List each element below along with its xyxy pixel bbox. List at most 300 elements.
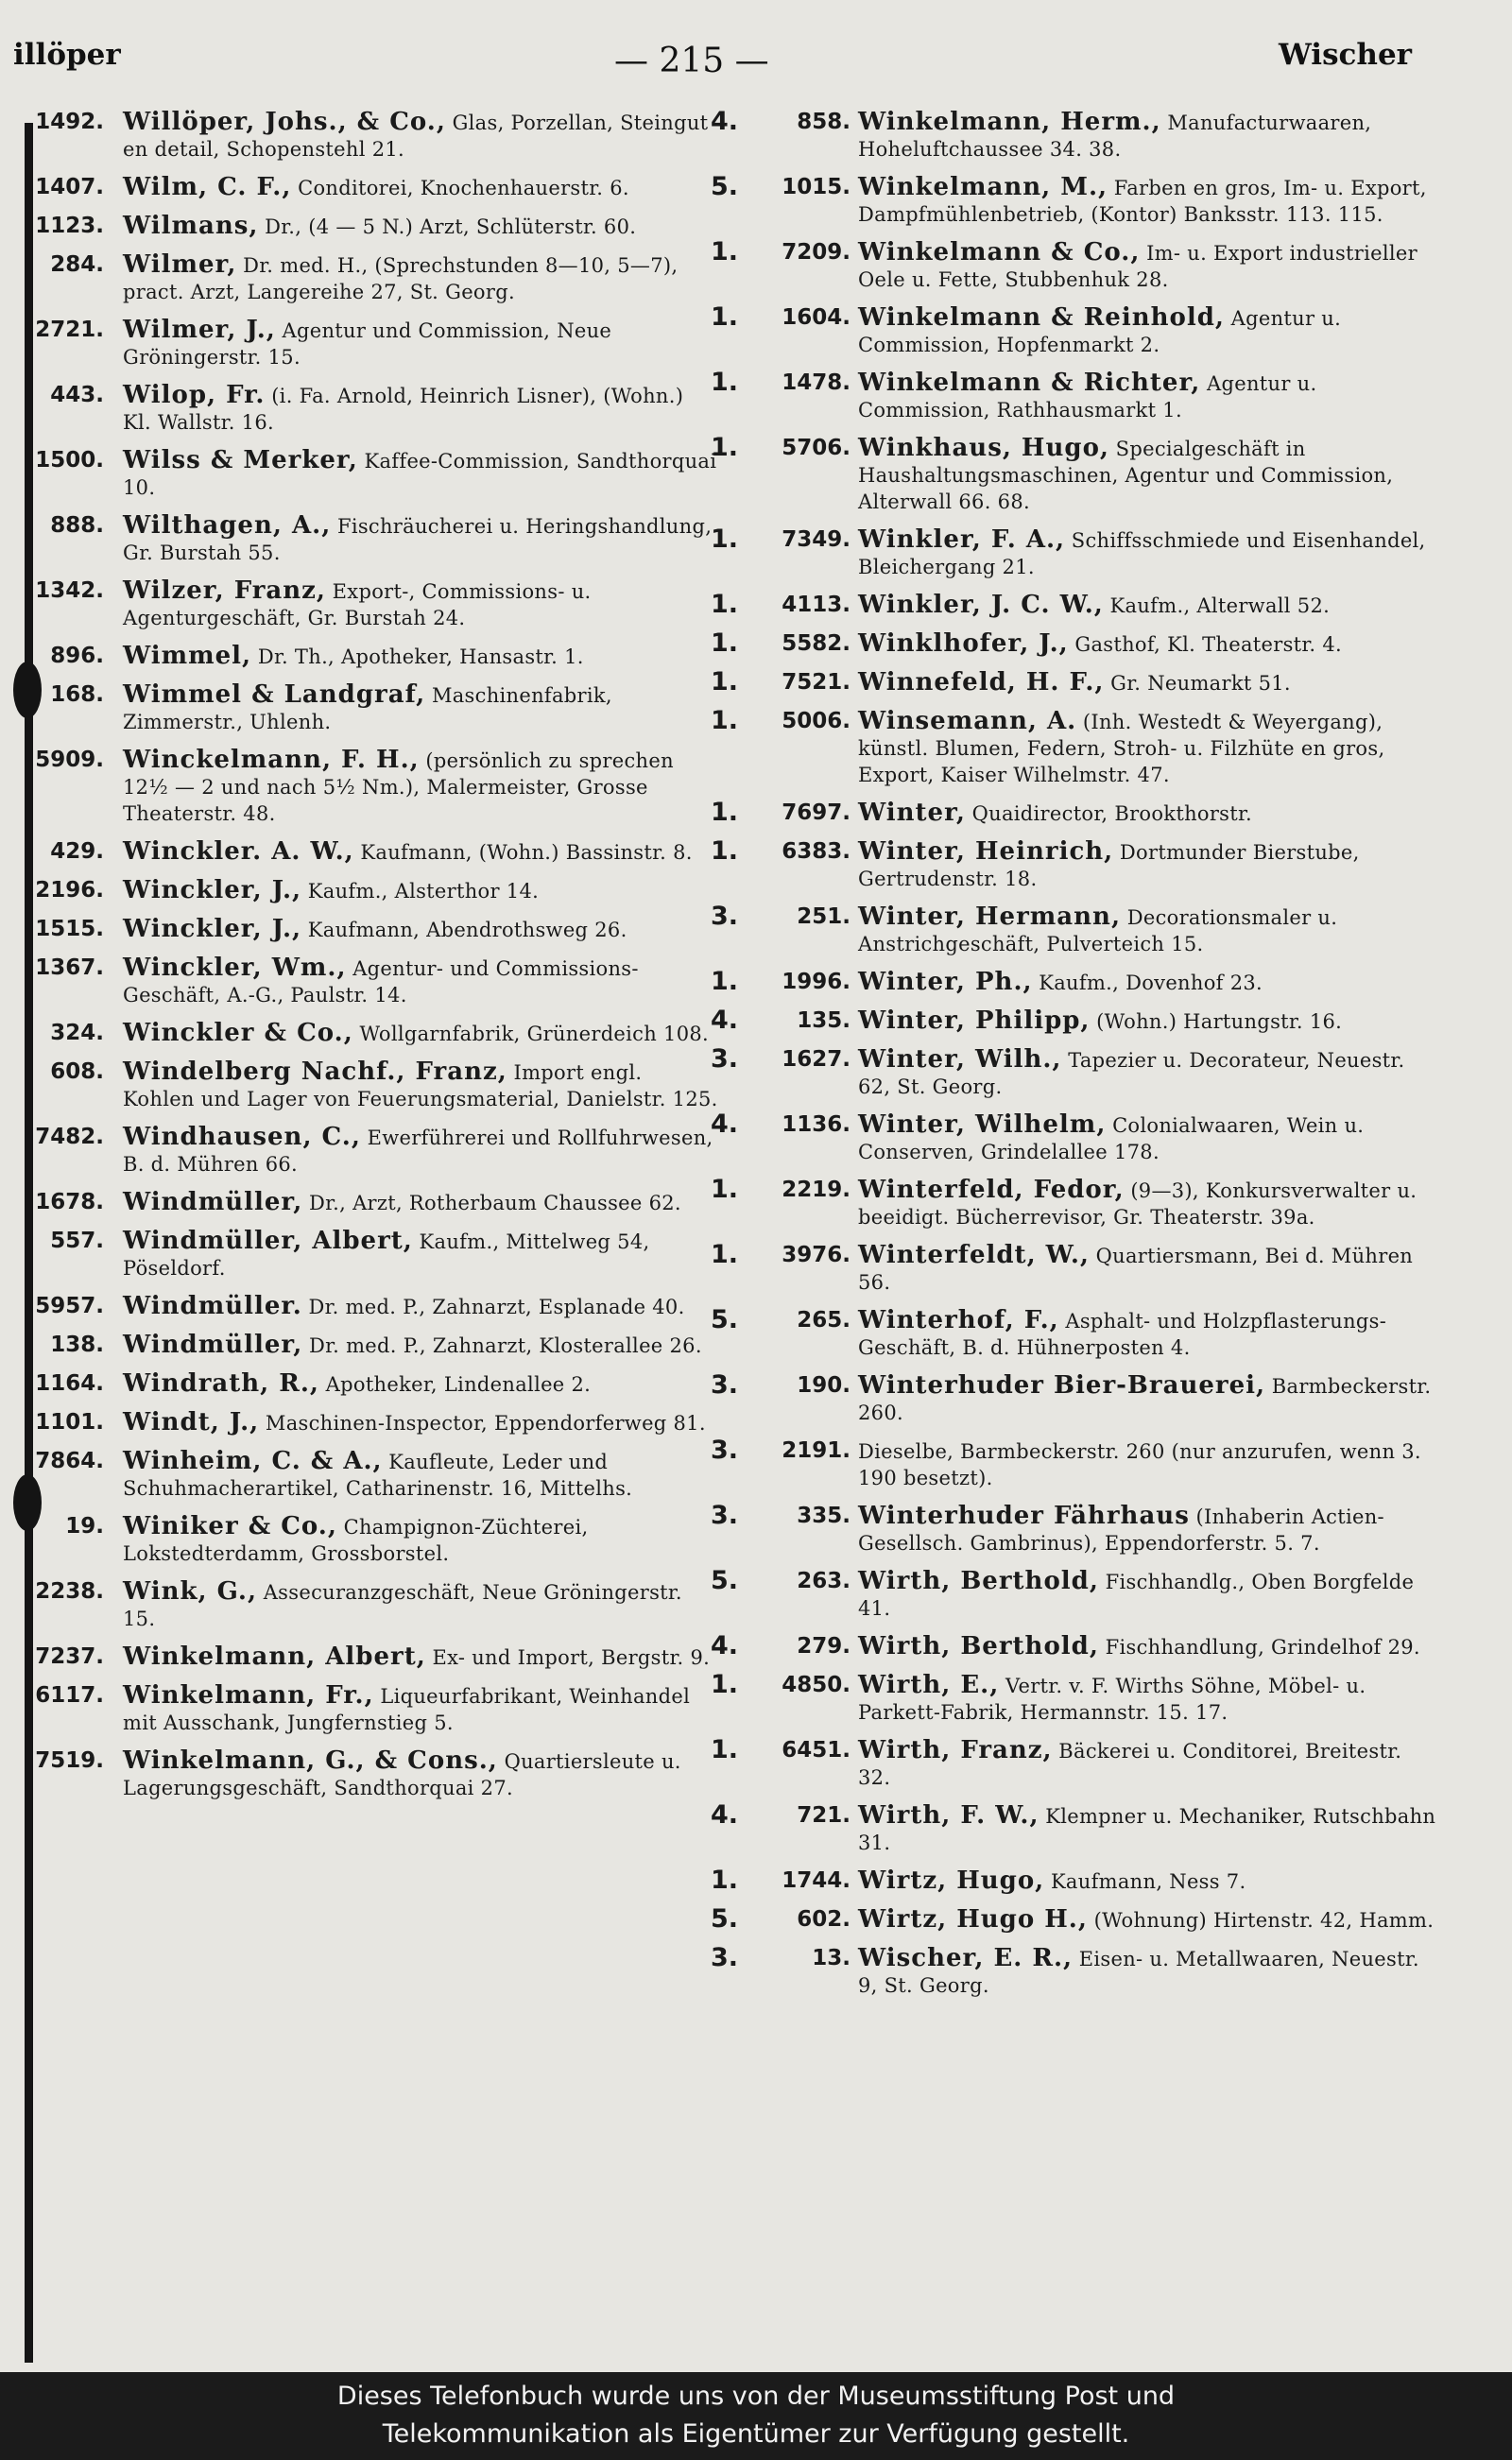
line-number: 7209. <box>782 240 850 265</box>
line-number: 1604. <box>782 305 850 330</box>
entry-text <box>123 1228 718 1282</box>
entry-text <box>858 435 1436 515</box>
subscriber-details: Decorationsmaler u. Anstrichgeschäft, Pulverteich 15. <box>858 906 1338 955</box>
directory-entry <box>709 708 1436 788</box>
line-number: 1015. <box>782 175 850 199</box>
subscriber-name: Wimmel & Landgraf, <box>123 680 426 709</box>
subscriber-name: Winkelmann & Richter, <box>858 369 1201 397</box>
entry-text <box>123 916 718 943</box>
subscriber-name: Winiker & Co., <box>123 1512 337 1540</box>
line-number: 5909. <box>35 748 104 772</box>
phone-number <box>19 109 104 135</box>
entry-text <box>123 1578 718 1632</box>
entry-text <box>858 1672 1436 1726</box>
subscriber-details: Schiffsschmiede und Eisenhandel, Bleichergang 21. <box>858 529 1426 578</box>
directory-entry <box>19 838 718 866</box>
entry-text <box>858 708 1436 788</box>
exchange-number: 1. <box>711 590 739 619</box>
entry-text <box>123 838 718 866</box>
phone-number <box>709 1007 850 1034</box>
subscriber-name: Wirth, Franz, <box>858 1736 1053 1764</box>
phone-number <box>19 1332 104 1358</box>
line-number: 1164. <box>35 1371 104 1396</box>
entry-text <box>123 1643 718 1671</box>
entry-text <box>858 239 1436 293</box>
line-number: 7349. <box>782 527 850 552</box>
subscriber-name: Winter, Heinrich, <box>858 837 1114 866</box>
subscriber-details: Fischräucherei u. Heringshandlung, Gr. Burstah 55. <box>123 515 713 564</box>
subscriber-details: Apotheker, Lindenallee 2. <box>325 1373 592 1396</box>
subscriber-details: Ex- und Import, Bergstr. 9. <box>432 1646 711 1669</box>
exchange-number: 5. <box>711 1566 739 1595</box>
phone-number <box>19 1409 104 1436</box>
subscriber-details: Vertr. v. F. Wirths Söhne, Möbel- u. Parkett-Fabrik, Hermannstr. 15. 17. <box>858 1675 1366 1724</box>
subscriber-name: Winklhofer, J., <box>858 629 1069 658</box>
phone-number <box>19 251 104 278</box>
phone-number <box>709 630 850 657</box>
directory-entry <box>709 838 1436 892</box>
directory-entry <box>709 1111 1436 1165</box>
exchange-number: 3. <box>711 1370 739 1400</box>
directory-entry <box>19 1448 718 1502</box>
phone-number <box>19 213 104 239</box>
phone-number <box>709 1737 850 1763</box>
line-number: 1136. <box>782 1112 850 1137</box>
subscriber-name: Winkhaus, Hugo, <box>858 434 1109 462</box>
entry-text <box>123 174 718 201</box>
phone-number <box>19 681 104 708</box>
running-head-left: illöper <box>13 38 121 72</box>
exchange-number: 1. <box>711 525 739 554</box>
caption-line-2: Telekommunikation als Eigentümer zur Verfügung gestellt. <box>382 2419 1130 2449</box>
exchange-number: 1. <box>711 798 739 827</box>
subscriber-details: Klempner u. Mechaniker, Rutschbahn 31. <box>858 1805 1436 1854</box>
entry-text <box>123 447 718 501</box>
phone-number <box>709 1046 850 1073</box>
phone-number <box>709 669 850 696</box>
directory-entry <box>709 903 1436 957</box>
entry-text <box>123 317 718 370</box>
directory-entry <box>19 1124 718 1178</box>
subscriber-details: (Wohn.) Hartungstr. 16. <box>1096 1010 1343 1033</box>
subscriber-name: Wischer, E. R., <box>858 1944 1074 1972</box>
subscriber-name: Winter, <box>858 799 966 827</box>
entry-text <box>858 1007 1436 1035</box>
subscriber-name: Winkler, F. A., <box>858 525 1066 554</box>
phone-number <box>709 903 850 930</box>
directory-entry <box>19 1228 718 1282</box>
subscriber-name: Wirtz, Hugo H., <box>858 1905 1088 1934</box>
line-number: 2196. <box>35 878 104 903</box>
subscriber-details: Dr., (4 — 5 N.) Arzt, Schlüterstr. 60. <box>265 215 637 238</box>
subscriber-name: Winckler, Wm., <box>123 954 347 982</box>
exchange-number: 4. <box>711 109 739 136</box>
directory-entry <box>19 1747 718 1801</box>
phone-number <box>19 838 104 865</box>
line-number: 1123. <box>35 214 104 238</box>
phone-number <box>709 1672 850 1698</box>
line-number: 190. <box>797 1373 850 1398</box>
entry-text <box>123 643 718 670</box>
entry-text <box>858 526 1436 580</box>
subscriber-name: Wirth, F. W., <box>858 1801 1040 1830</box>
subscriber-details: Agentur u. Commission, Rathhausmarkt 1. <box>858 372 1317 421</box>
phone-number <box>19 955 104 981</box>
subscriber-name: Winter, Wilhelm, <box>858 1110 1107 1139</box>
subscriber-name: Windelberg Nachf., Franz, <box>123 1058 507 1086</box>
running-head-right: Wischer <box>1279 38 1412 72</box>
subscriber-details: Dr., Arzt, Rotherbaum Chaussee 62. <box>308 1192 681 1214</box>
directory-entry <box>19 1293 718 1320</box>
phone-number <box>709 1372 850 1399</box>
directory-entry <box>709 1372 1436 1426</box>
line-number: 4113. <box>782 593 850 617</box>
entry-text <box>123 1124 718 1178</box>
line-number: 1744. <box>782 1868 850 1893</box>
directory-entry <box>19 681 718 735</box>
subscriber-name: Wirth, Berthold, <box>858 1632 1099 1660</box>
line-number: 4850. <box>782 1673 850 1697</box>
subscriber-name: Wimmel, <box>123 642 252 670</box>
subscriber-name: Windmüller, <box>123 1188 303 1216</box>
directory-entry <box>709 592 1436 619</box>
phone-number <box>709 838 850 865</box>
subscriber-name: Winkelmann, G., & Cons., <box>123 1746 498 1775</box>
line-number: 251. <box>797 904 850 929</box>
entry-text <box>858 1111 1436 1165</box>
directory-entry <box>709 1867 1436 1895</box>
line-number: 3976. <box>782 1243 850 1267</box>
entry-text <box>858 903 1436 957</box>
directory-entry <box>19 643 718 670</box>
subscriber-details: (9—3), Konkursverwalter u. beeidigt. Bücherrevisor, Gr. Theaterstr. 39a. <box>858 1179 1418 1229</box>
phone-number <box>709 1945 850 1971</box>
directory-entry <box>709 669 1436 697</box>
directory-entry <box>709 1242 1436 1296</box>
entry-text <box>858 1802 1436 1856</box>
line-number: 602. <box>797 1907 850 1932</box>
exchange-number: 1. <box>711 1735 739 1764</box>
phone-number <box>709 1111 850 1138</box>
entry-text <box>123 1058 718 1112</box>
directory-entry <box>19 1332 718 1359</box>
line-number: 7864. <box>35 1449 104 1473</box>
phone-number <box>19 1058 104 1085</box>
exchange-number: 4. <box>711 1006 739 1035</box>
entry-text <box>123 955 718 1008</box>
page-number: — 215 — <box>614 42 769 80</box>
line-number: 1627. <box>782 1047 850 1072</box>
subscriber-details: Kaufmann, Ness 7. <box>1050 1870 1246 1893</box>
line-number: 7519. <box>35 1748 104 1773</box>
subscriber-details: (Inhaberin Actien-Gesellsch. Gambrinus), Eppendorferstr. 5. 7. <box>858 1505 1384 1555</box>
exchange-number: 5. <box>711 1305 739 1334</box>
entry-text <box>858 800 1436 827</box>
exchange-number: 1. <box>711 1175 739 1204</box>
subscriber-name: Wilmer, J., <box>123 316 276 344</box>
phone-number <box>709 708 850 734</box>
phone-number <box>709 1633 850 1660</box>
entry-text <box>123 577 718 631</box>
directory-entry <box>19 877 718 904</box>
phone-number <box>19 916 104 942</box>
directory-entry <box>709 1802 1436 1856</box>
entry-text <box>123 1513 718 1567</box>
phone-number <box>709 304 850 331</box>
subscriber-name: Winkelmann, Albert, <box>123 1643 426 1671</box>
subscriber-details: Asphalt- und Holzpflasterungs-Geschäft, B. d. Hühnerposten 4. <box>858 1310 1387 1359</box>
subscriber-name: Wilmans, <box>123 212 259 240</box>
line-number: 1678. <box>35 1190 104 1214</box>
entry-text <box>858 304 1436 358</box>
subscriber-details: Fischhandlung, Grindelhof 29. <box>1105 1636 1420 1659</box>
exchange-number: 5. <box>711 172 739 201</box>
entry-text <box>858 630 1436 658</box>
subscriber-name: Winkelmann, Herm., <box>858 109 1161 136</box>
entry-text <box>858 1307 1436 1361</box>
phone-number <box>709 370 850 396</box>
phone-number <box>709 1568 850 1594</box>
exchange-number: 1. <box>711 237 739 267</box>
subscriber-name: Winter, Wilh., <box>858 1045 1062 1074</box>
line-number: 1492. <box>35 110 104 134</box>
directory-entry <box>19 577 718 631</box>
exchange-number: 1. <box>711 368 739 397</box>
phone-number <box>709 1867 850 1894</box>
entry-text <box>123 1020 718 1047</box>
exchange-number: 1. <box>711 836 739 866</box>
entry-text <box>123 1370 718 1398</box>
archive-caption <box>0 2372 1512 2460</box>
line-number: 1515. <box>35 917 104 941</box>
phone-number <box>709 526 850 553</box>
line-number: 6383. <box>782 839 850 864</box>
entry-text <box>858 174 1436 228</box>
subscriber-name: Wink, G., <box>123 1577 258 1606</box>
exchange-number: 1. <box>711 302 739 332</box>
line-number: 19. <box>65 1514 104 1539</box>
entry-text <box>858 838 1436 892</box>
line-number: 138. <box>50 1333 104 1357</box>
directory-entry <box>709 1007 1436 1035</box>
phone-number <box>19 747 104 773</box>
exchange-number: 3. <box>711 1436 739 1465</box>
line-number: 279. <box>797 1634 850 1659</box>
directory-entry <box>709 526 1436 580</box>
subscriber-details: Maschinenfabrik, Zimmerstr., Uhlenh. <box>123 684 612 733</box>
directory-entry <box>709 304 1436 358</box>
entry-text <box>858 592 1436 619</box>
entry-text <box>858 1372 1436 1426</box>
entry-text <box>123 382 718 436</box>
subscriber-details: Maschinen-Inspector, Eppendorferweg 81. <box>265 1412 706 1435</box>
subscriber-name: Windrath, R., <box>123 1369 319 1398</box>
subscriber-name: Wilm, C. F., <box>123 173 292 201</box>
line-number: 888. <box>50 513 104 538</box>
subscriber-details: Quaidirector, Brookthorstr. <box>971 802 1253 825</box>
subscriber-details: Kaufm., Alsterthor 14. <box>307 880 540 903</box>
subscriber-name: Winterhuder Bier-Brauerei, <box>858 1371 1266 1400</box>
directory-entry <box>709 1307 1436 1361</box>
directory-entry <box>709 969 1436 996</box>
subscriber-name: Wilzer, Franz, <box>123 576 326 605</box>
subscriber-name: Windt, J., <box>123 1408 260 1436</box>
subscriber-details: (i. Fa. Arnold, Heinrich Lisner), (Wohn.) Kl. Wallstr. 16. <box>123 385 684 434</box>
phone-number <box>19 174 104 200</box>
directory-entry <box>709 1046 1436 1100</box>
directory-entry <box>709 1503 1436 1557</box>
entry-text <box>858 1046 1436 1100</box>
directory-entry <box>19 213 718 240</box>
entry-text <box>858 1737 1436 1791</box>
exchange-number: 1. <box>711 1866 739 1895</box>
entry-text <box>858 1242 1436 1296</box>
exchange-number: 1. <box>711 706 739 735</box>
directory-entry <box>19 109 718 163</box>
exchange-number: 3. <box>711 1501 739 1530</box>
phone-number <box>709 1906 850 1933</box>
line-number: 2721. <box>35 318 104 342</box>
entry-text <box>858 1177 1436 1230</box>
subscriber-details: Kaufmann, (Wohn.) Bassinstr. 8. <box>360 841 693 864</box>
line-number: 2238. <box>35 1579 104 1604</box>
right-column <box>709 109 1436 2358</box>
subscriber-name: Wirtz, Hugo, <box>858 1867 1045 1895</box>
entry-text <box>123 747 718 827</box>
phone-number <box>709 1437 850 1464</box>
entry-text <box>123 213 718 240</box>
phone-number <box>709 1802 850 1829</box>
directory-entry <box>19 1370 718 1398</box>
entry-text <box>858 669 1436 697</box>
entry-text <box>123 109 718 163</box>
exchange-number: 1. <box>711 967 739 996</box>
phone-number <box>709 969 850 995</box>
line-number: 896. <box>50 644 104 668</box>
line-number: 1367. <box>35 955 104 980</box>
subscriber-details: Export-, Commissions- u. Agenturgeschäft, Gr. Burstah 24. <box>123 580 592 629</box>
subscriber-details: (Inh. Westedt & Weyergang), künstl. Blumen, Federn, Stroh- u. Filzhüte en gros, Export, Kaiser Wilhelmstr. 47. <box>858 711 1385 786</box>
subscriber-name: Winkelmann & Co., <box>858 238 1141 267</box>
subscriber-name: Winterhof, F., <box>858 1306 1059 1334</box>
entry-text <box>123 1409 718 1436</box>
subscriber-details: Liqueurfabrikant, Weinhandel mit Ausschank, Jungfernstieg 5. <box>123 1685 691 1734</box>
phone-number <box>709 800 850 826</box>
directory-entry <box>19 916 718 943</box>
subscriber-name: Windmüller. <box>123 1292 302 1320</box>
exchange-number: 5. <box>711 1904 739 1934</box>
subscriber-name: Winter, Philipp, <box>858 1006 1091 1035</box>
directory-entry <box>709 1737 1436 1791</box>
line-number: 1407. <box>35 175 104 199</box>
directory-entry <box>709 800 1436 827</box>
line-number: 335. <box>797 1504 850 1528</box>
subscriber-details: Wollgarnfabrik, Grünerdeich 108. <box>359 1023 710 1045</box>
directory-entry <box>19 747 718 827</box>
directory-entry <box>709 1177 1436 1230</box>
line-number: 2191. <box>782 1438 850 1463</box>
phone-number <box>19 1513 104 1540</box>
entry-text <box>858 1906 1436 1934</box>
subscriber-details: Quartiersleute u. Lagerungsgeschäft, Sandthorquai 27. <box>123 1750 681 1799</box>
subscriber-name: Winkelmann, Fr., <box>123 1681 374 1710</box>
subscriber-details: Kaufm., Mittelweg 54, Pöseldorf. <box>123 1230 650 1280</box>
subscriber-details: Dr. Th., Apotheker, Hansastr. 1. <box>257 645 584 668</box>
line-number: 265. <box>797 1308 850 1333</box>
line-number: 1500. <box>35 448 104 473</box>
subscriber-details: Assecuranzgeschäft, Neue Gröningerstr. 15. <box>123 1581 682 1630</box>
directory-entry <box>709 1633 1436 1660</box>
phone-number <box>19 1370 104 1397</box>
phone-number <box>19 1189 104 1215</box>
line-number: 1342. <box>35 578 104 603</box>
subscriber-details: Kaufm., Dovenhof 23. <box>1039 972 1263 994</box>
subscriber-name: Wilmer, <box>123 250 237 279</box>
phone-number <box>19 643 104 669</box>
directory-entry <box>19 955 718 1008</box>
directory-entry <box>709 1906 1436 1934</box>
subscriber-details: Agentur- und Commissions-Geschäft, A.-G., Paulstr. 14. <box>123 957 639 1006</box>
exchange-number: 1. <box>711 433 739 462</box>
subscriber-details: Manufacturwaaren, Hoheluftchaussee 34. 38. <box>858 112 1372 161</box>
directory-entry <box>19 251 718 305</box>
subscriber-details: Glas, Porzellan, Steingut en detail, Schopenstehl 21. <box>123 112 709 161</box>
directory-entry <box>19 1643 718 1671</box>
directory-entry <box>19 1682 718 1736</box>
line-number: 324. <box>50 1021 104 1045</box>
subscriber-name: Winterfeldt, W., <box>858 1241 1090 1269</box>
exchange-number: 4. <box>711 1110 739 1139</box>
directory-entry <box>19 1409 718 1436</box>
phone-number <box>709 1307 850 1333</box>
subscriber-name: Winckler, J., <box>123 876 302 904</box>
phone-number <box>19 1020 104 1046</box>
directory-entry <box>709 239 1436 293</box>
directory-entry <box>19 1513 718 1567</box>
line-number: 7697. <box>782 800 850 825</box>
subscriber-name: Wirth, E., <box>858 1671 1000 1699</box>
subscriber-name: Winheim, C. & A., <box>123 1447 383 1475</box>
entry-text <box>123 681 718 735</box>
directory-entry <box>19 447 718 501</box>
subscriber-name: Windhausen, C., <box>123 1123 361 1151</box>
subscriber-name: Winckler & Co., <box>123 1019 353 1047</box>
directory-entry <box>709 109 1436 163</box>
subscriber-name: Winterfeld, Fedor, <box>858 1176 1125 1204</box>
directory-entry <box>709 1945 1436 1999</box>
line-number: 6451. <box>782 1738 850 1763</box>
line-number: 1478. <box>782 370 850 395</box>
line-number: 5006. <box>782 709 850 733</box>
directory-entry <box>709 1672 1436 1726</box>
subscriber-name: Wilop, Fr. <box>123 381 266 409</box>
directory-entry <box>19 1020 718 1047</box>
entry-text <box>858 1633 1436 1660</box>
line-number: 2219. <box>782 1178 850 1202</box>
subscriber-name: Wilthagen, A., <box>123 511 332 540</box>
subscriber-name: Wirth, Berthold, <box>858 1567 1099 1595</box>
entry-text <box>858 969 1436 996</box>
line-number: 5582. <box>782 631 850 656</box>
exchange-number: 1. <box>711 667 739 697</box>
subscriber-details: Farben en gros, Im- u. Export, Dampfmühlenbetrieb, (Kontor) Banksstr. 113. 115. <box>858 177 1427 226</box>
directory-entry <box>709 630 1436 658</box>
subscriber-details: Quartiersmann, Bei d. Mühren 56. <box>858 1245 1414 1294</box>
directory-entry <box>19 512 718 566</box>
subscriber-details: Bäckerei u. Conditorei, Breitestr. 32. <box>858 1740 1402 1789</box>
line-number: 443. <box>50 383 104 407</box>
phone-number <box>19 1747 104 1774</box>
